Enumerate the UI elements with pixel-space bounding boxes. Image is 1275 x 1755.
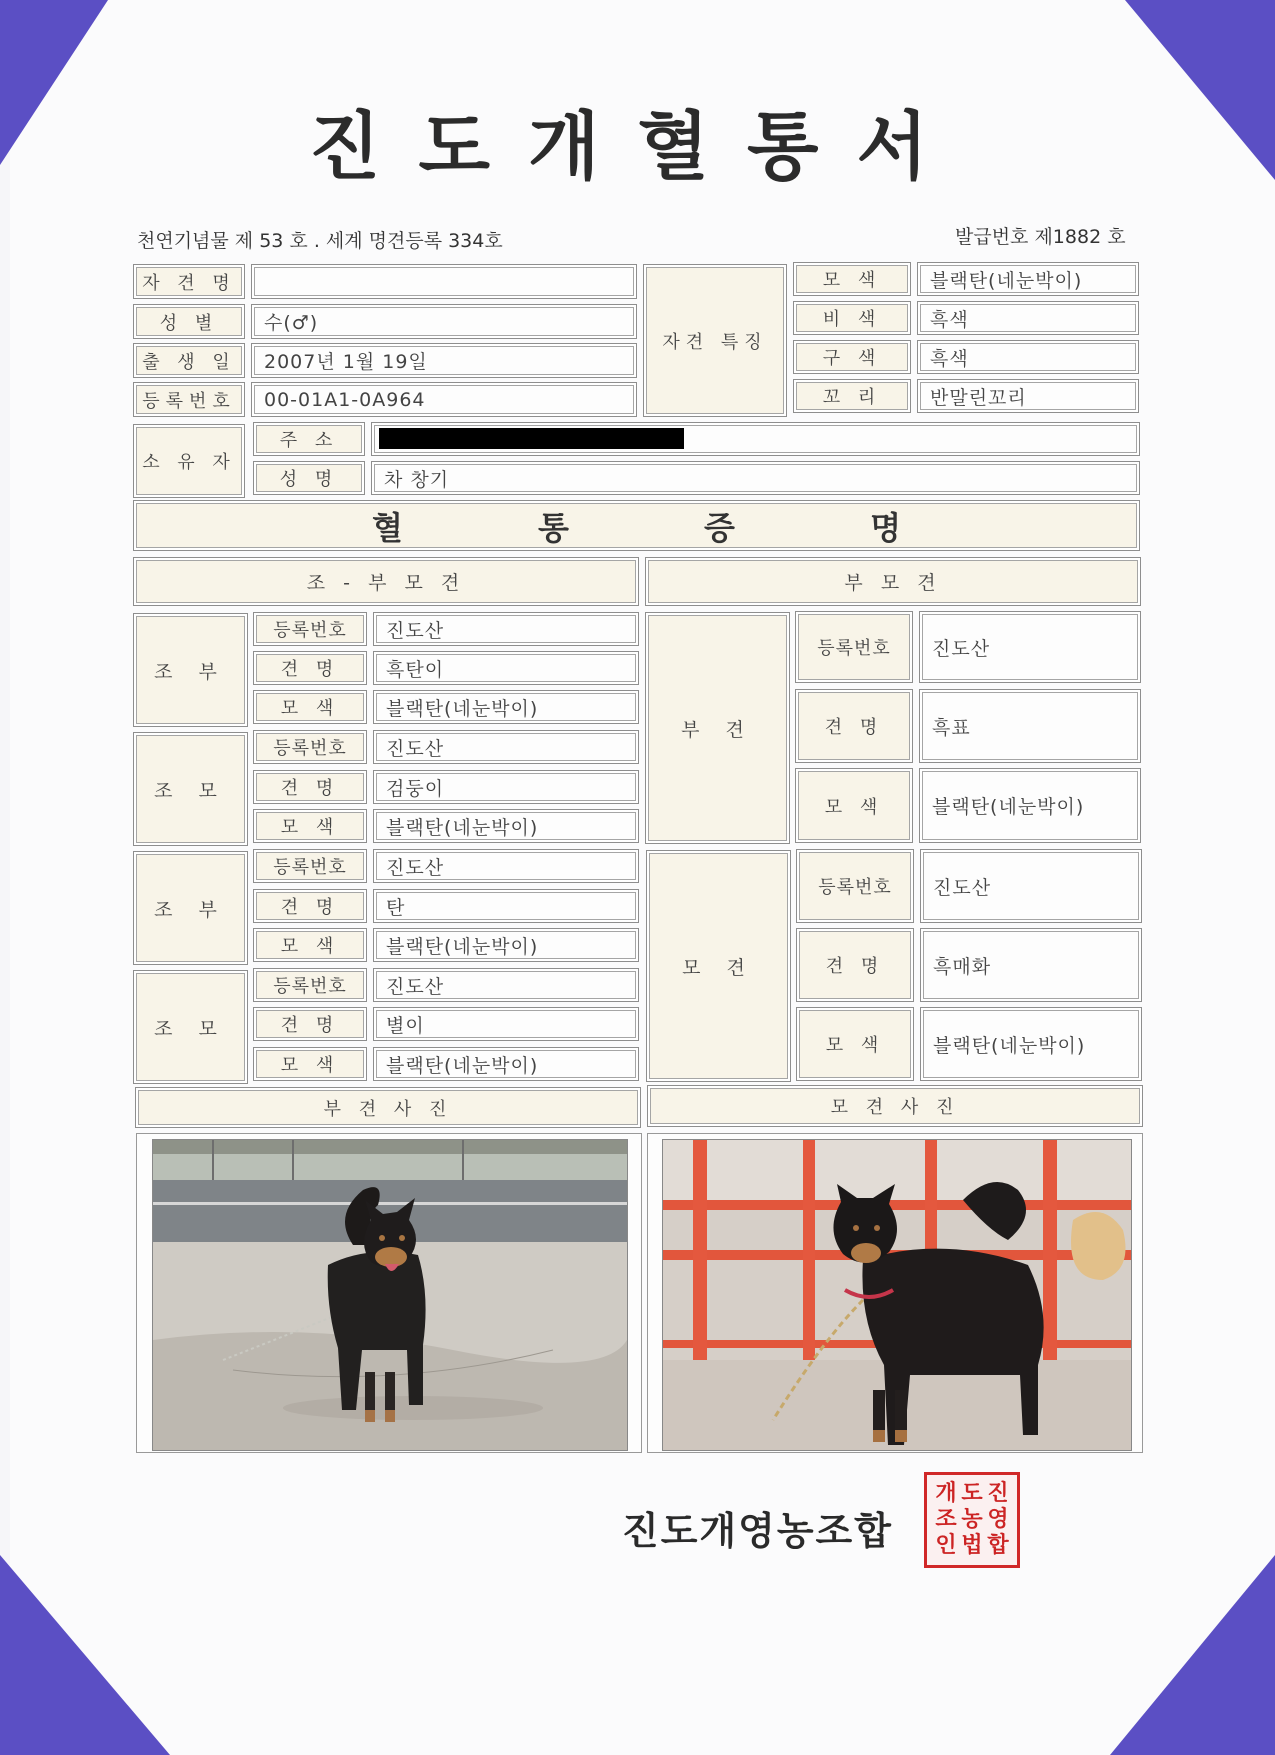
owner-name-label: 성 명 <box>253 461 365 495</box>
sire-name-label: 견 명 <box>795 689 913 763</box>
official-seal <box>924 1472 1020 1568</box>
grandparent-coat-value: 블랙탄(네눈박이) <box>373 809 639 843</box>
birth-value: 2007년 1월 19일 <box>251 343 637 378</box>
grandparent-reg-value: 진도산 <box>373 730 639 764</box>
grandparent-name-label: 견 명 <box>253 889 367 923</box>
dam-name-value: 흑매화 <box>920 928 1142 1002</box>
grandparent-name-label: 견 명 <box>253 770 367 804</box>
grandparent-coat-label: 모 색 <box>253 928 367 962</box>
birth-label: 출 생 일 <box>133 343 245 378</box>
owner-address-value <box>371 422 1140 456</box>
grandparent-coat-label: 모 색 <box>253 690 367 724</box>
owner-name-value: 차 창기 <box>371 461 1140 495</box>
grandparent-coat-label: 모 색 <box>253 809 367 843</box>
grandparent-coat-value: 블랙탄(네눈박이) <box>373 690 639 724</box>
grandparent-reg-value: 진도산 <box>373 849 639 883</box>
grandparent-reg-label: 등록번호 <box>253 968 367 1002</box>
certificate-title: 진도개혈통서 <box>309 104 966 190</box>
grandparents-header: 조 - 부 모 견 <box>133 557 639 606</box>
grandparent-role: 조 모 <box>133 732 248 846</box>
seal-char: 영 <box>987 1507 1009 1532</box>
seal-char: 법 <box>961 1533 983 1558</box>
corner-band-bottom-left <box>0 1555 175 1755</box>
grandparent-name-value: 검둥이 <box>373 770 639 804</box>
sire-reg-value: 진도산 <box>919 611 1141 683</box>
parents-header: 부 모 견 <box>645 557 1141 606</box>
coat-color-value: 블랙탄(네눈박이) <box>917 262 1139 296</box>
seal-char: 인 <box>935 1533 957 1558</box>
issuer-name: 진도개영농조합 <box>622 1508 893 1553</box>
owner-address-label: 주 소 <box>253 422 365 456</box>
grandparent-coat-value: 블랙탄(네눈박이) <box>373 928 639 962</box>
grandparent-coat-value: 블랙탄(네눈박이) <box>373 1047 639 1081</box>
registry-line: 천연기념물 제 53 호 . 세계 명견등록 334호 <box>137 230 503 252</box>
tail-value: 반말린꼬리 <box>917 379 1139 413</box>
sire-coat-value: 블랙탄(네눈박이) <box>919 768 1141 843</box>
sex-value: 수(♂) <box>251 304 637 339</box>
sire-role: 부 견 <box>645 612 790 844</box>
dam-coat-value: 블랙탄(네눈박이) <box>920 1007 1142 1081</box>
sire-reg-label: 등록번호 <box>795 611 913 683</box>
mouth-color-label: 구 색 <box>793 340 911 374</box>
sire-name-value: 흑표 <box>919 689 1141 763</box>
registration-label: 등록번호 <box>133 382 245 417</box>
corner-band-bottom-right <box>1110 1555 1275 1755</box>
corner-band-top-right <box>1110 0 1275 185</box>
grandparent-role: 조 부 <box>133 851 248 965</box>
grandparent-coat-label: 모 색 <box>253 1047 367 1081</box>
grandparent-reg-value: 진도산 <box>373 612 639 646</box>
grandparent-name-label: 견 명 <box>253 1007 367 1041</box>
sex-label: 성 별 <box>133 304 245 339</box>
issue-number: 발급번호 제1882 호 <box>955 226 1126 248</box>
seal-char: 합 <box>987 1533 1009 1558</box>
features-label: 자견 특징 <box>643 264 787 417</box>
address-redaction-bar <box>379 428 684 449</box>
grandparent-reg-label: 등록번호 <box>253 730 367 764</box>
grandparent-name-value: 별이 <box>373 1007 639 1041</box>
grandparent-reg-label: 등록번호 <box>253 612 367 646</box>
seal-char: 진 <box>987 1481 1009 1506</box>
corner-band-top-left <box>0 0 120 170</box>
grandparent-reg-label: 등록번호 <box>253 849 367 883</box>
grandparent-name-label: 견 명 <box>253 651 367 685</box>
seal-char: 개 <box>935 1481 957 1506</box>
mouth-color-value: 흑색 <box>917 340 1139 374</box>
dam-coat-label: 모 색 <box>796 1007 914 1081</box>
nose-color-value: 흑색 <box>917 301 1139 335</box>
dam-photo <box>662 1139 1132 1451</box>
tail-label: 꼬 리 <box>793 379 911 413</box>
grandparent-role: 조 부 <box>133 613 248 727</box>
owner-label: 소 유 자 <box>133 424 245 498</box>
sire-photo-label: 부 견 사 진 <box>135 1087 641 1128</box>
seal-char: 조 <box>935 1507 957 1532</box>
sire-photo <box>152 1139 628 1451</box>
dam-reg-label: 등록번호 <box>796 849 914 923</box>
dam-reg-value: 진도산 <box>920 849 1142 923</box>
sire-coat-label: 모 색 <box>795 768 913 843</box>
grandparent-name-value: 흑탄이 <box>373 651 639 685</box>
coat-color-label: 모 색 <box>793 262 911 296</box>
dog-name-value <box>251 264 637 299</box>
nose-color-label: 비 색 <box>793 301 911 335</box>
grandparent-role: 조 모 <box>133 970 248 1084</box>
registration-value: 00-01A1-0A964 <box>251 382 637 417</box>
grandparent-reg-value: 진도산 <box>373 968 639 1002</box>
dam-name-label: 견 명 <box>796 928 914 1002</box>
seal-char: 농 <box>961 1507 983 1532</box>
grandparent-name-value: 탄 <box>373 889 639 923</box>
dog-name-label: 자 견 명 <box>133 264 245 299</box>
dam-photo-label: 모 견 사 진 <box>647 1085 1143 1127</box>
seal-char: 도 <box>961 1481 983 1506</box>
dam-role: 모 견 <box>646 850 791 1082</box>
pedigree-header: 혈 통 증 명 <box>133 500 1140 551</box>
